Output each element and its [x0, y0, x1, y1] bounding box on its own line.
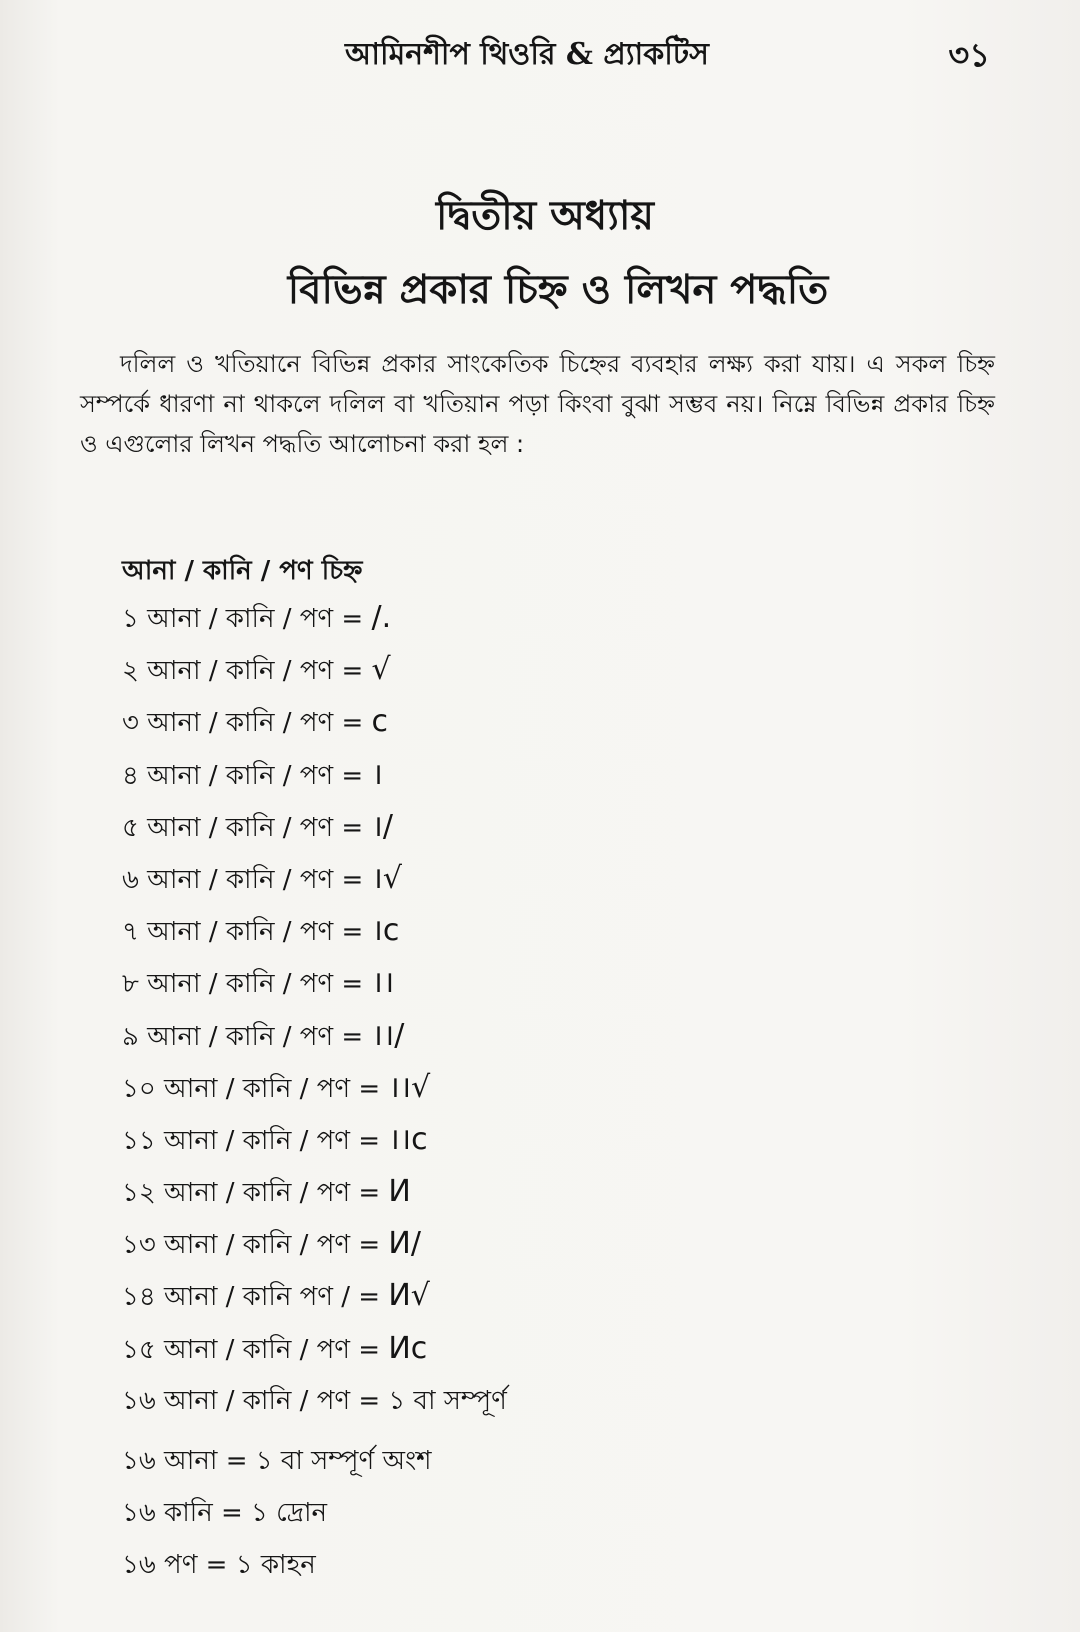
item-symbol: ।।c: [388, 1121, 428, 1157]
item-symbol: ।।: [371, 965, 395, 1001]
list-item: ১৬ কানি = ১ দ্রোন: [122, 1498, 328, 1528]
equivalents-list: [122, 1439, 432, 1595]
item-label: ১০ আনা / কানি / পণ =: [122, 1073, 381, 1104]
item-symbol: √: [371, 652, 391, 688]
item-label: ৮ আনা / কানি / পণ =: [122, 969, 364, 1000]
list-item: [122, 961, 507, 1013]
list-item: [122, 1170, 507, 1222]
list-item: [122, 1014, 507, 1066]
list-item: [122, 857, 507, 909]
intro-paragraph: দলিল ও খতিয়ানে বিভিন্ন প্রকার সাংকেতিক চিহ্নের ব্যবহার লক্ষ্য করা যায়। এ সকল চিহ্ন সম্পর্কে ধারণা না থাকলে দলিল বা খতিয়ান পড়া কিংবা বুঝা সম্ভব নয়। নিম্নে বিভিন্ন প্রকার চিহ্ন ও এগুলোর লিখন পদ্ধতি আলোচনা করা হল :: [80, 350, 995, 458]
running-header: আমিনশীপ থিওরি & প্র্যাকটিস: [345, 37, 709, 72]
chapter-subtitle-text: বিভিন্ন প্রকার চিহ্ন ও লিখন পদ্ধতি: [287, 266, 829, 313]
symbols-heading: আনা / কানি / পণ চিহ্ন: [122, 556, 363, 586]
item-label: ৫ আনা / কানি / পণ =: [122, 812, 364, 843]
item-symbol: И/: [388, 1226, 421, 1262]
item-label: ১৪ আনা / কানি পণ / =: [122, 1282, 381, 1313]
chapter-title-text: দ্বিতীয় অধ্যায়: [436, 192, 654, 239]
item-symbol: /.: [371, 600, 392, 635]
item-symbol: ।c: [371, 913, 400, 949]
item-label: ১৩ আনা / কানি / পণ =: [122, 1230, 381, 1261]
list-item: [122, 648, 507, 700]
list-item: [122, 1222, 507, 1274]
list-item: ১৬ আনা = ১ বা সম্পূর্ণ অংশ: [122, 1446, 432, 1476]
item-symbol: ।: [371, 756, 383, 792]
item-label: ২ আনা / কানি / পণ =: [122, 656, 364, 687]
chapter-subtitle: [0, 258, 1080, 325]
item-label: ৩ আনা / কানি / পণ =: [122, 708, 364, 739]
item-symbol: ।/: [371, 808, 393, 844]
item-label: ১৫ আনা / কানি / পণ =: [122, 1334, 381, 1365]
item-label: ১২ আনা / কানি / পণ =: [122, 1178, 381, 1209]
list-item: [122, 700, 507, 752]
item-symbol: ।।√: [388, 1069, 431, 1105]
list-item: [122, 1118, 507, 1170]
list-item: [122, 909, 507, 961]
item-symbol: И√: [388, 1278, 430, 1314]
list-item: [122, 1327, 507, 1379]
item-symbol: Иc: [388, 1330, 428, 1366]
list-item: ১৬ পণ = ১ কাহন: [122, 1550, 316, 1580]
chapter-title: [0, 184, 1080, 251]
list-item: [122, 1274, 507, 1326]
symbols-list: [122, 596, 507, 1431]
item-label: ৯ আনা / কানি / পণ =: [122, 1021, 364, 1052]
item-label: ১৬ আনা / কানি / পণ =: [122, 1385, 381, 1416]
item-label: ৪ আনা / কানি / পণ =: [122, 760, 364, 791]
item-label: ৭ আনা / কানি / পণ =: [122, 917, 364, 948]
item-symbol: ।√: [371, 860, 403, 896]
list-item: [122, 805, 507, 857]
item-symbol: И: [388, 1174, 411, 1210]
list-item: [122, 753, 507, 805]
item-symbol: ১ বা সম্পূর্ণ: [388, 1385, 507, 1416]
list-item: [122, 1066, 507, 1118]
item-symbol: c: [371, 704, 389, 740]
list-item: [122, 1379, 507, 1431]
item-symbol: ।।/: [371, 1017, 405, 1053]
page-number: ৩১: [948, 36, 990, 74]
item-label: ১ আনা / কানি / পণ =: [122, 604, 364, 634]
list-item: [122, 596, 507, 648]
item-label: ৬ আনা / কানি / পণ =: [122, 864, 364, 895]
item-label: ১১ আনা / কানি / পণ =: [122, 1125, 381, 1156]
